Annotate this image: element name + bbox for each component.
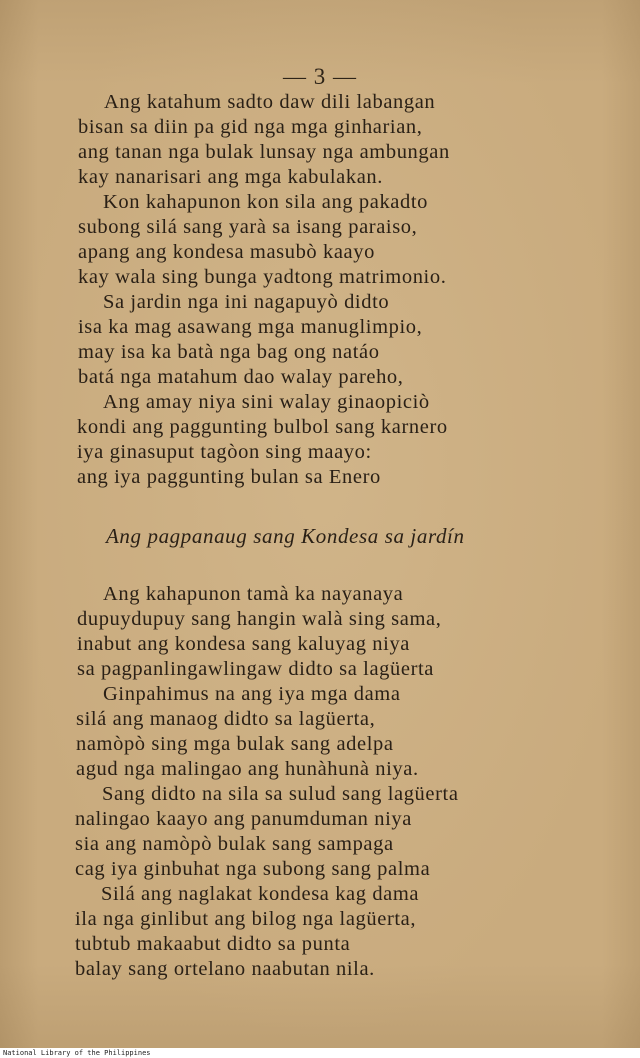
poem-line: Ang katahum sadto daw dili labangan bbox=[104, 91, 436, 113]
poem-line: ang tanan nga bulak lunsay nga ambungan bbox=[78, 141, 450, 163]
poem-line: Silá ang naglakat kondesa kag dama bbox=[101, 883, 420, 905]
poem-line: ila nga ginlibut ang bilog nga lagüerta, bbox=[75, 908, 417, 930]
poem-line: bisan sa diin pa gid nga mga ginharian, bbox=[78, 116, 423, 138]
poem-line: agud nga malingao ang hunàhunà niya. bbox=[76, 758, 419, 780]
poem-line: ang iya paggunting bulan sa Enero bbox=[77, 466, 381, 488]
poem-line: silá ang manaog didto sa lagüerta, bbox=[76, 708, 376, 730]
poem-line: kay wala sing bunga yadtong matrimonio. bbox=[78, 266, 447, 288]
poem-line: iya ginasuput tagòon sing maayo: bbox=[77, 441, 372, 463]
poem-line: apang ang kondesa masubò kaayo bbox=[78, 241, 375, 263]
poem-line: Sang didto na sila sa sulud sang lagüerta bbox=[102, 783, 459, 805]
poem-line: sa pagpanlingawlingaw didto sa lagüerta bbox=[77, 658, 434, 680]
poem-line: may isa ka batà nga bag ong natáo bbox=[78, 341, 380, 363]
poem-line: dupuydupuy sang hangin walà sing sama, bbox=[77, 608, 442, 630]
poem-line: subong silá sang yarà sa isang paraiso, bbox=[78, 216, 418, 238]
poem-line: tubtub makaabut didto sa punta bbox=[75, 933, 351, 955]
poem-line: Ang kahapunon tamà ka nayanaya bbox=[103, 583, 404, 605]
poem-line: kay nanarisari ang mga kabulakan. bbox=[78, 166, 383, 188]
poem-line: Ginpahimus na ang iya mga dama bbox=[103, 683, 401, 705]
poem-line: nalingao kaayo ang panumduman niya bbox=[75, 808, 412, 830]
library-credit: National Library of the Philippines bbox=[0, 1048, 640, 1058]
poem-line: kondi ang paggunting bulbol sang karnero bbox=[77, 416, 448, 438]
poem-line: namòpò sing mga bulak sang adelpa bbox=[76, 733, 394, 755]
section-heading: Ang pagpanaug sang Kondesa sa jardín bbox=[106, 524, 465, 548]
poem-line: batá nga matahum dao walay pareho, bbox=[78, 366, 404, 388]
poem-line: Ang amay niya sini walay ginaopiciò bbox=[103, 391, 430, 413]
poem-line: sia ang namòpò bulak sang sampaga bbox=[75, 833, 394, 855]
poem-line: Kon kahapunon kon sila ang pakadto bbox=[103, 191, 428, 213]
poem-line: Sa jardin nga ini nagapuyò didto bbox=[103, 291, 390, 313]
poem-line: cag iya ginbuhat nga subong sang palma bbox=[75, 858, 431, 880]
page-number: — 3 — bbox=[283, 64, 357, 89]
poem-line: isa ka mag asawang mga manuglimpio, bbox=[78, 316, 423, 338]
poem-line: inabut ang kondesa sang kaluyag niya bbox=[77, 633, 411, 655]
poem-line: balay sang ortelano naabutan nila. bbox=[75, 958, 375, 980]
